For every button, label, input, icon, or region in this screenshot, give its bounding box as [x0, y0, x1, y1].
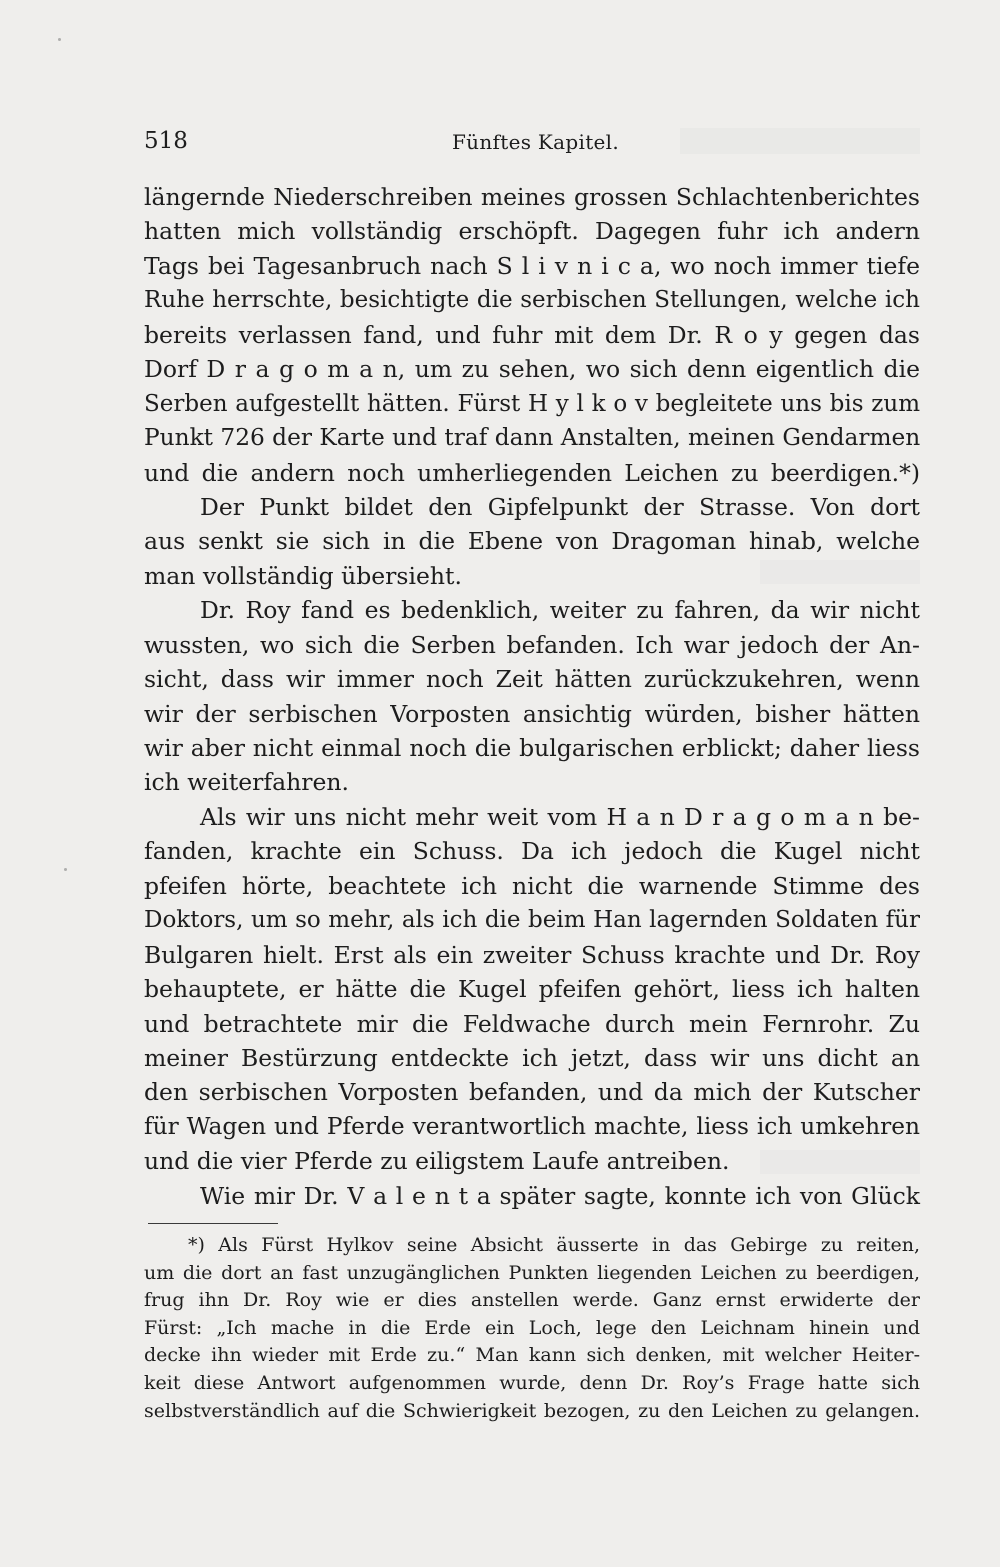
footnote-divider: [148, 1223, 278, 1224]
footnote-line: keit diese Antwort aufgenommen wurde, denn Dr. Roy’s Frage hatte sich: [144, 1371, 920, 1394]
footnote: [144, 1232, 920, 1425]
main-text: [144, 180, 920, 1213]
text-line: behauptete, er hätte die Kugel pfeifen gehört, liess ich halten: [144, 975, 920, 1004]
text-line: bereits verlassen fand, und fuhr mit dem Dr. R o y gegen das: [144, 320, 920, 349]
text-line: und die andern noch umherliegenden Leichen zu beerdigen.*): [144, 458, 920, 487]
text-line: aus senkt sie sich in die Ebene von Dragoman hinab, welche: [144, 527, 920, 556]
text-line: sicht, dass wir immer noch Zeit hätten zurückzukehren, wenn: [144, 665, 920, 694]
text-line: den serbischen Vorposten befanden, und da mich der Kutscher: [144, 1078, 920, 1107]
text-line: Dorf D r a g o m a n, um zu sehen, wo sich denn eigentlich die: [144, 355, 920, 384]
footnote-line: *) Als Fürst Hylkov seine Absicht äusserte in das Gebirge zu reiten,: [188, 1234, 920, 1256]
page-header: [144, 128, 920, 160]
text-line: Ruhe herrschte, besichtigte die serbischen Stellungen, welche ich: [144, 287, 920, 314]
text-line: und die vier Pferde zu eiligstem Laufe antreiben.: [144, 1147, 730, 1176]
text-line: wir aber nicht einmal noch die bulgarischen erblickt; daher liess: [144, 734, 920, 762]
text-line: Der Punkt bildet den Gipfelpunkt der Strasse. Von dort: [200, 492, 920, 521]
text-line: ich weiterfahren.: [144, 768, 349, 797]
page-number: 518: [144, 128, 188, 154]
text-line: Serben aufgestellt hätten. Fürst H y l k o v begleitete uns bis zum: [144, 390, 920, 417]
text-line: wir der serbischen Vorposten ansichtig würden, bisher hätten: [144, 699, 920, 728]
text-line: fanden, krachte ein Schuss. Da ich jedoch die Kugel nicht: [144, 837, 920, 866]
footnote-line: um die dort an fast unzugänglichen Punkten liegenden Leichen zu beerdigen,: [144, 1261, 920, 1284]
running-head: Fünftes Kapitel.: [452, 130, 620, 154]
text-line: Dr. Roy fand es bedenklich, weiter zu fahren, da wir nicht: [200, 596, 920, 625]
text-line: längernde Niederschreiben meines grossen Schlachtenberichtes: [144, 183, 920, 211]
text-line: für Wagen und Pferde verantwortlich machte, liess ich umkehren: [144, 1112, 920, 1140]
paper-speck: [64, 868, 67, 871]
text-line: Wie mir Dr. V a l e n t a später sagte, konnte ich von Glück: [200, 1181, 920, 1210]
footnote-line: frug ihn Dr. Roy wie er dies anstellen werde. Ganz ernst erwiderte der: [144, 1289, 920, 1312]
text-line: Tags bei Tagesanbruch nach S l i v n i c a, wo noch immer tiefe: [144, 251, 920, 280]
text-line: und betrachtete mir die Feldwache durch mein Fernrohr. Zu: [144, 1009, 920, 1038]
footnote-line: decke ihn wieder mit Erde zu.“ Man kann sich denken, mit welcher Heiter-: [144, 1344, 920, 1367]
text-line: man vollständig übersieht.: [144, 561, 462, 590]
text-line: Als wir uns nicht mehr weit vom H a n D r a g o m a n be-: [200, 802, 920, 831]
text-line: Punkt 726 der Karte und traf dann Anstalten, meinen Gendarmen: [144, 424, 921, 452]
text-line: Bulgaren hielt. Erst als ein zweiter Schuss krachte und Dr. Roy: [144, 940, 920, 969]
paper-speck: [58, 38, 61, 41]
text-line: pfeifen hörte, beachtete ich nicht die warnende Stimme des: [144, 871, 920, 900]
footnote-line: selbstverständlich auf die Schwierigkeit bezogen, zu den Leichen zu gelangen.: [144, 1399, 920, 1422]
text-line: wussten, wo sich die Serben befanden. Ich war jedoch der An-: [144, 630, 920, 659]
text-line: meiner Bestürzung entdeckte ich jetzt, dass wir uns dicht an: [144, 1043, 920, 1072]
text-line: Doktors, um so mehr, als ich die beim Han lagernden Soldaten für: [144, 907, 920, 934]
footnote-line: Fürst: „Ich mache in die Erde ein Loch, lege den Leichnam hinein und: [144, 1316, 920, 1339]
text-line: hatten mich vollständig erschöpft. Dagegen fuhr ich andern: [144, 217, 920, 246]
